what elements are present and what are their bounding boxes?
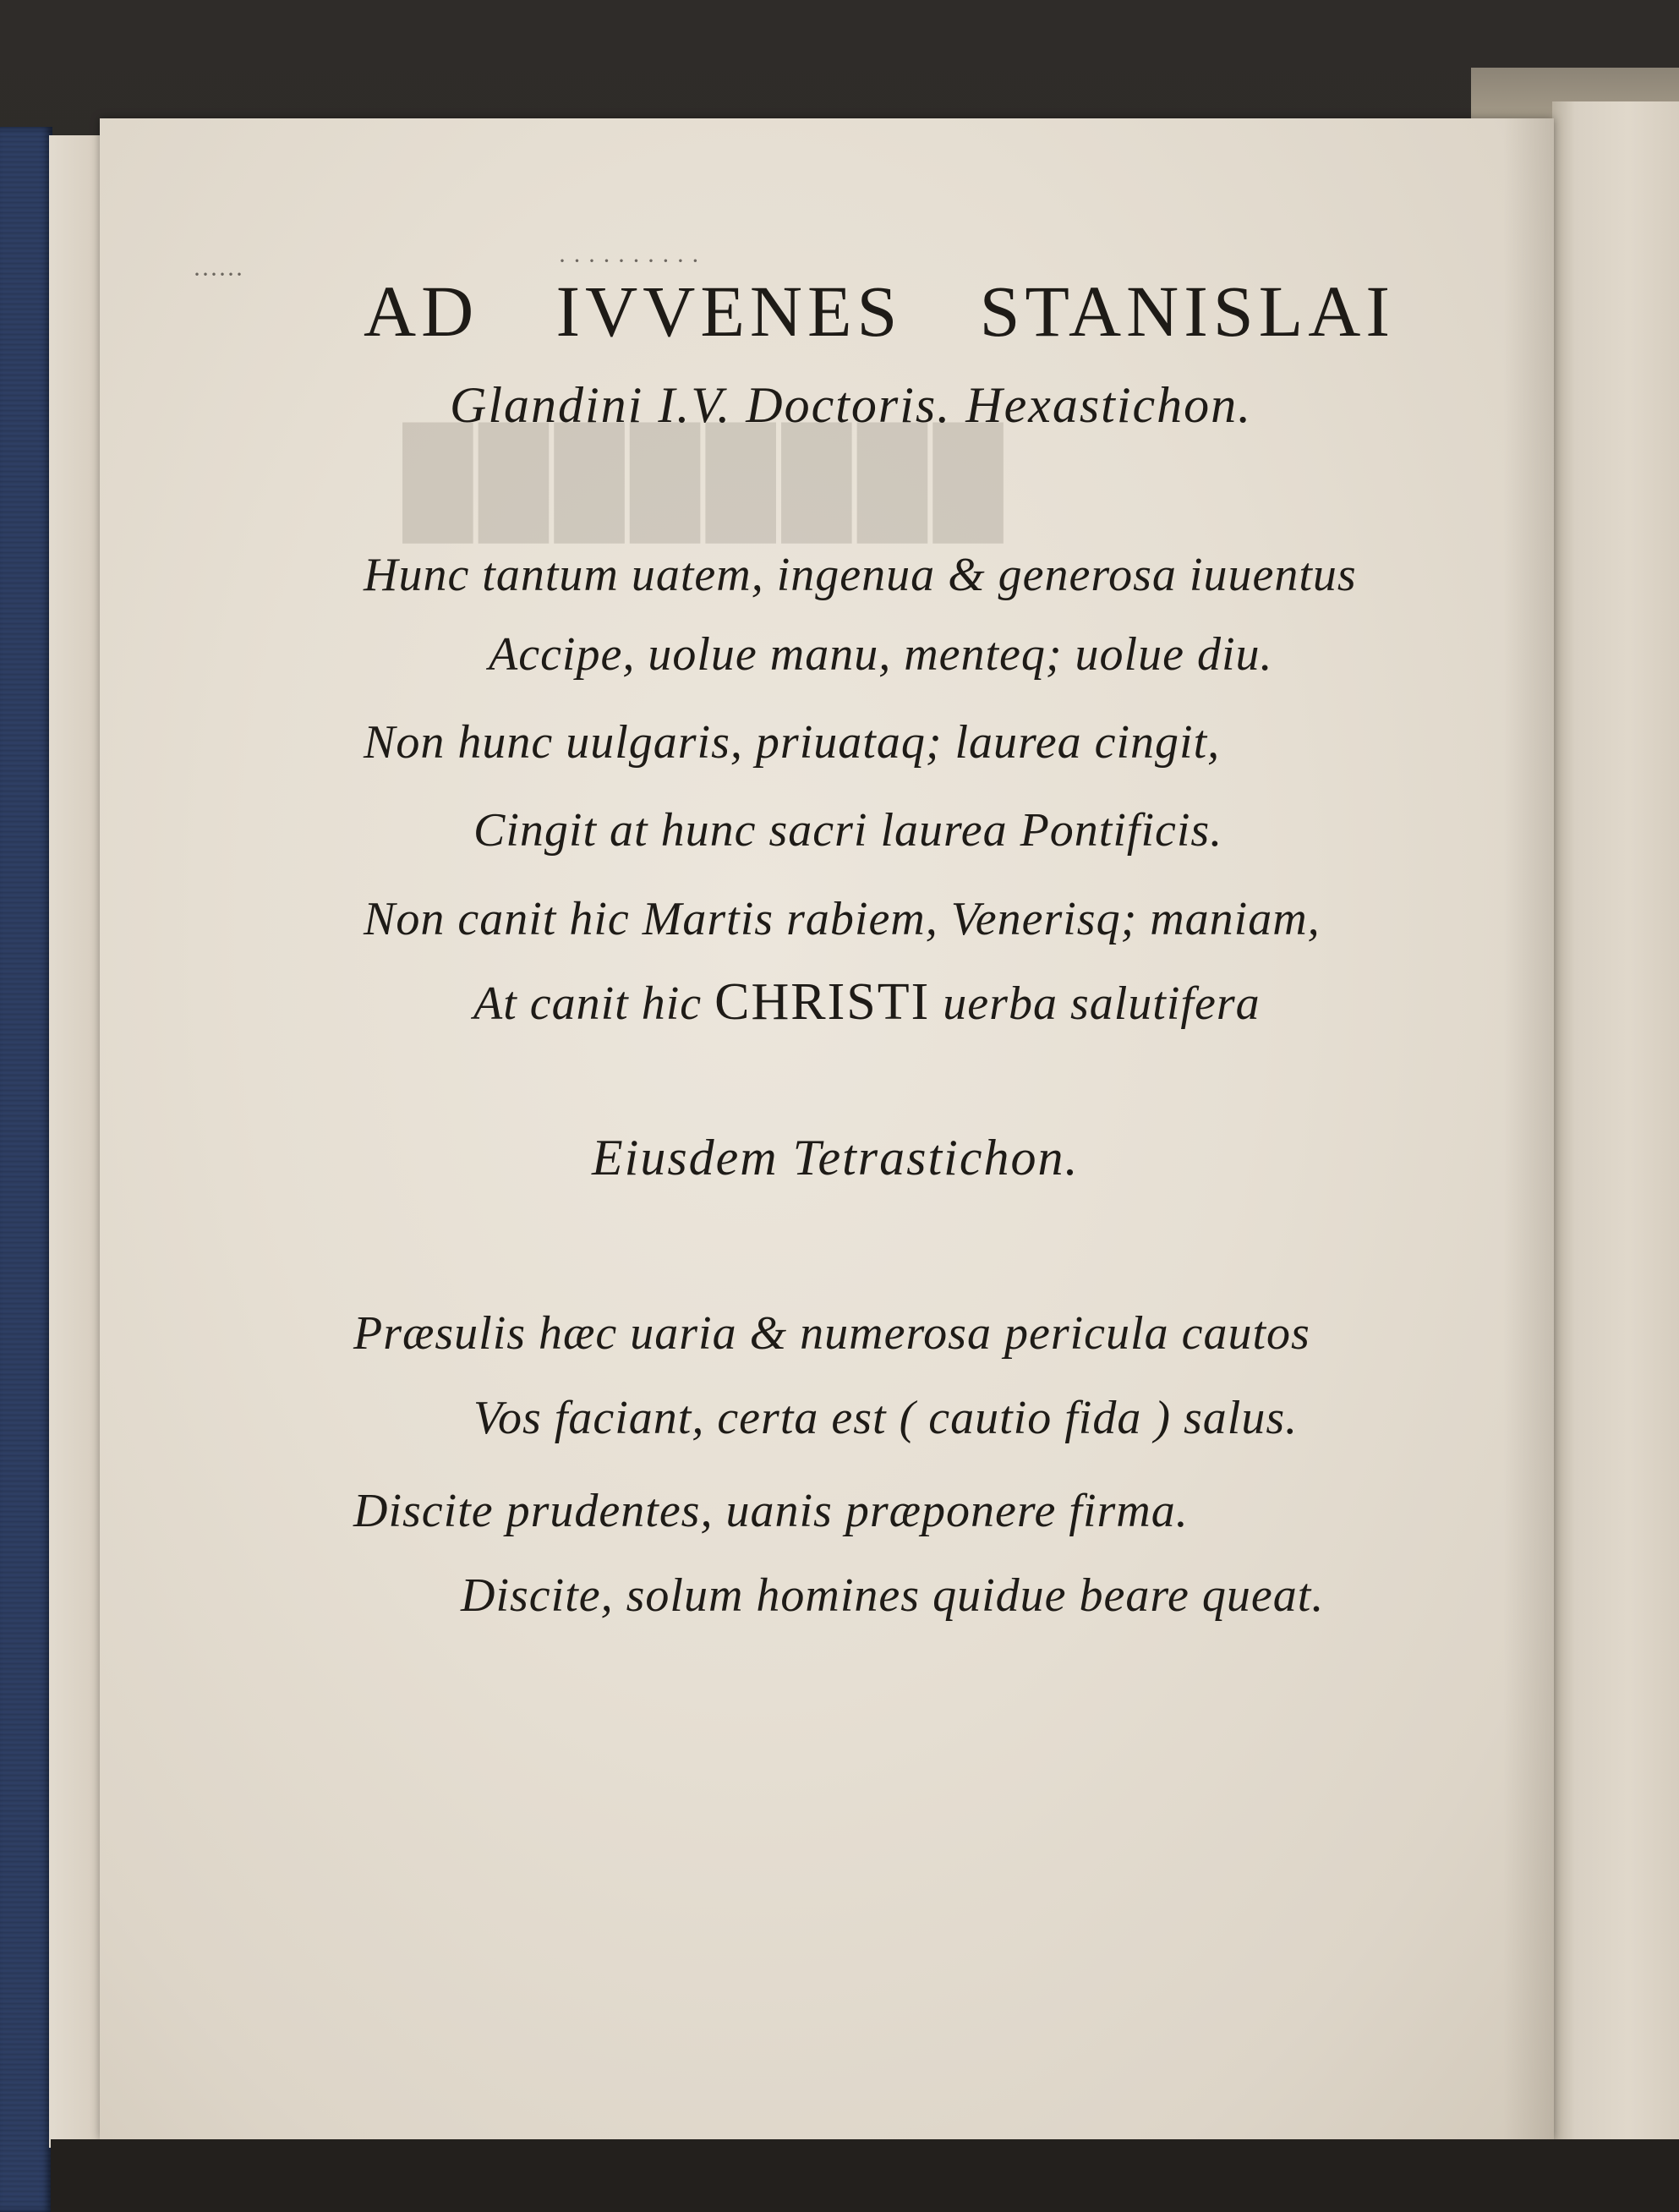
subheading: Eiusdem Tetrastichon.	[592, 1130, 1080, 1185]
verse-line-6	[473, 972, 1261, 1032]
book-cover-edge	[0, 127, 52, 2212]
verse-line-1: Hunc tantum uatem, ingenua & generosa iuuentus	[364, 549, 1357, 601]
tetra-line-4: Discite, solum homines quidue beare queat.	[461, 1569, 1325, 1622]
tetra-line-3: Discite prudentes, uanis præponere firma.	[353, 1485, 1189, 1537]
verse-line-4: Cingit at hunc sacri laurea Pontificis.	[473, 804, 1223, 857]
ink-speck: · · · · · · · · · ·	[558, 247, 700, 275]
scan-bottom-edge	[51, 2139, 1679, 2212]
verse-line-3: Non hunc uulgaris, priuataq; laurea cingit,	[364, 716, 1221, 769]
title-line-1: AD IVVENES STANISLAI	[364, 271, 1395, 352]
bleed-through: ████████	[397, 424, 1004, 535]
ink-speck: ······	[193, 260, 243, 288]
verse-line-6-before: At canit hic	[473, 977, 703, 1030]
verse-line-6-after: uerba salutifera	[943, 977, 1261, 1030]
verse-line-5: Non canit hic Martis rabiem, Venerisq; maniam,	[364, 893, 1321, 945]
verse-line-2: Accipe, uolue manu, menteq; uolue diu.	[489, 628, 1273, 681]
tetra-line-1: Præsulis hæc uaria & numerosa pericula cautos	[353, 1307, 1310, 1360]
facing-page-edge	[1552, 101, 1679, 2156]
tetra-line-2: Vos faciant, certa est ( cautio fida ) salus.	[473, 1392, 1299, 1444]
verse-line-6-emphasis: CHRISTI	[714, 973, 931, 1031]
title-line-2: Glandini I.V. Doctoris. Hexastichon.	[450, 377, 1253, 433]
